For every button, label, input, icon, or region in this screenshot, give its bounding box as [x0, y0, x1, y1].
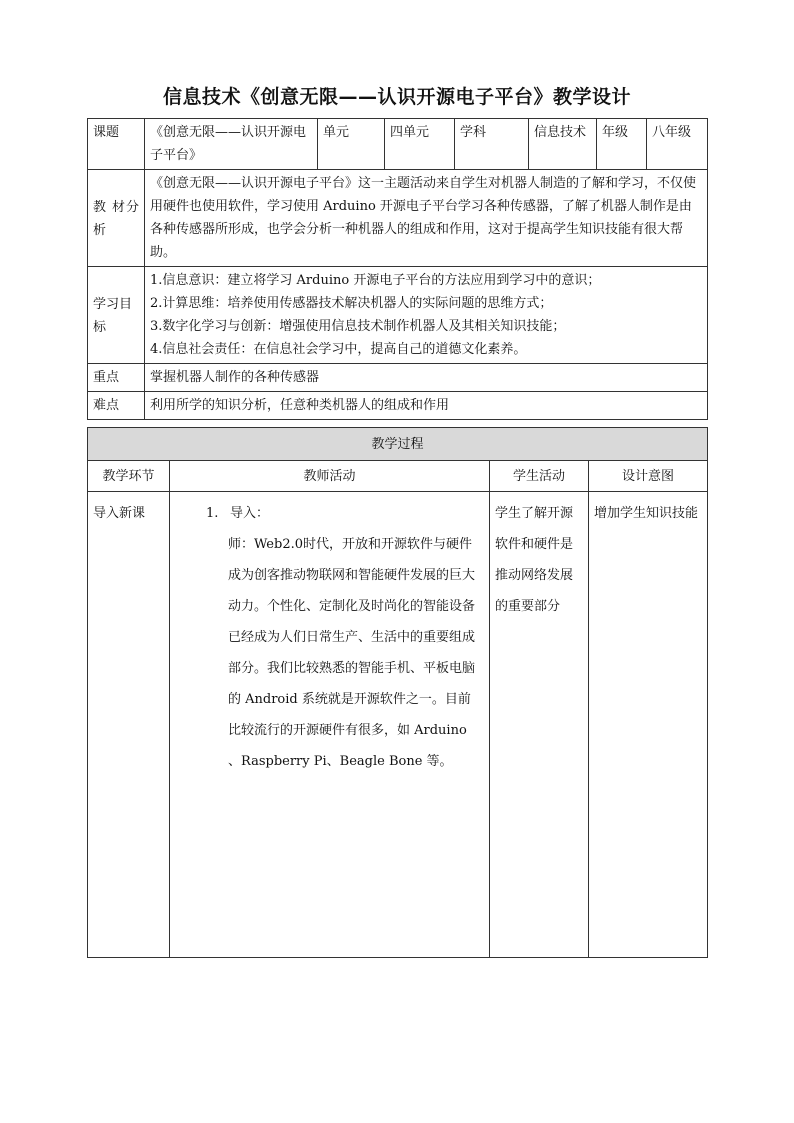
goal-item: 4.信息社会责任：在信息社会学习中，提高自己的道德文化素养。 [150, 342, 527, 357]
item-title: 导入： [230, 506, 270, 521]
teacher-activity-text: 师：Web2.0时代，开放和开源软件与硬件成为创客推动物联网和智能硬件发展的巨大动力。个性化、定制化及时尚化的智能设备已经成为人们日常生产、生活中的重要组成部分。我们比较熟悉的智能手机、平板电脑的 Android 系统就是开源软件之一。目前比较流行的开源硬件有很多，如 Arduino 、Raspberry Pi、Beagle Bone 等。 [228, 537, 476, 769]
subject-value: 信息技术 [529, 119, 597, 170]
unit-label: 单元 [318, 119, 385, 170]
key-point-text: 掌握机器人制作的各种传感器 [145, 364, 708, 392]
grade-value: 八年级 [647, 119, 708, 170]
key-point-row [88, 364, 708, 392]
goals-list [145, 267, 708, 364]
stage-cell: 导入新课 [88, 492, 170, 958]
subject-label: 学科 [455, 119, 529, 170]
teacher-item-heading [178, 498, 481, 529]
difficulty-text: 利用所学的知识分析，任意种类机器人的组成和作用 [145, 392, 708, 420]
process-row [88, 492, 708, 958]
lesson-info-table [87, 118, 708, 420]
goal-item: 3.数字化学习与创新：增强使用信息技术制作机器人及其相关知识技能； [150, 319, 566, 334]
process-heading-row [88, 428, 708, 461]
teaching-process-table [87, 427, 708, 958]
teacher-activity-cell [170, 492, 490, 958]
goals-row [88, 267, 708, 364]
topic-label: 课题 [88, 119, 145, 170]
process-heading: 教学过程 [88, 428, 708, 461]
column-header-student: 学生活动 [490, 461, 589, 492]
unit-value: 四单元 [385, 119, 455, 170]
column-header-stage: 教学环节 [88, 461, 170, 492]
analysis-text: 《创意无限——认识开源电子平台》这一主题活动来自学生对机器人制造的了解和学习，不仅使用硬件也使用软件，学习使用 Arduino 开源电子平台学习各种传感器，了解了机器人制作是由各种传感器所形成，也学会分析一种机器人的组成和作用，这对于提高学生知识技能有很大帮助。 [145, 170, 708, 267]
goal-item: 1.信息意识：建立将学习 Arduino 开源电子平台的方法应用到学习中的意识； [150, 273, 601, 288]
goals-label: 学习目标 [88, 267, 145, 364]
difficulty-row [88, 392, 708, 420]
analysis-label: 教 材分析 [88, 170, 145, 267]
student-activity-cell: 学生了解开源软件和硬件是推动网络发展的重要部分 [490, 492, 589, 958]
key-point-label: 重点 [88, 364, 145, 392]
column-header-design: 设计意图 [589, 461, 708, 492]
process-columns-row [88, 461, 708, 492]
topic-row [88, 119, 708, 170]
column-header-teacher: 教师活动 [170, 461, 490, 492]
grade-label: 年级 [597, 119, 647, 170]
item-number: 1. [206, 506, 219, 521]
design-intent-cell: 增加学生知识技能 [589, 492, 708, 958]
topic-value: 《创意无限——认识开源电子平台》 [145, 119, 318, 170]
document-title: 信息技术《创意无限——认识开源电子平台》教学设计 [162, 86, 631, 108]
difficulty-label: 难点 [88, 392, 145, 420]
analysis-row [88, 170, 708, 267]
goal-item: 2.计算思维：培养使用传感器技术解决机器人的实际问题的思维方式； [150, 296, 553, 311]
